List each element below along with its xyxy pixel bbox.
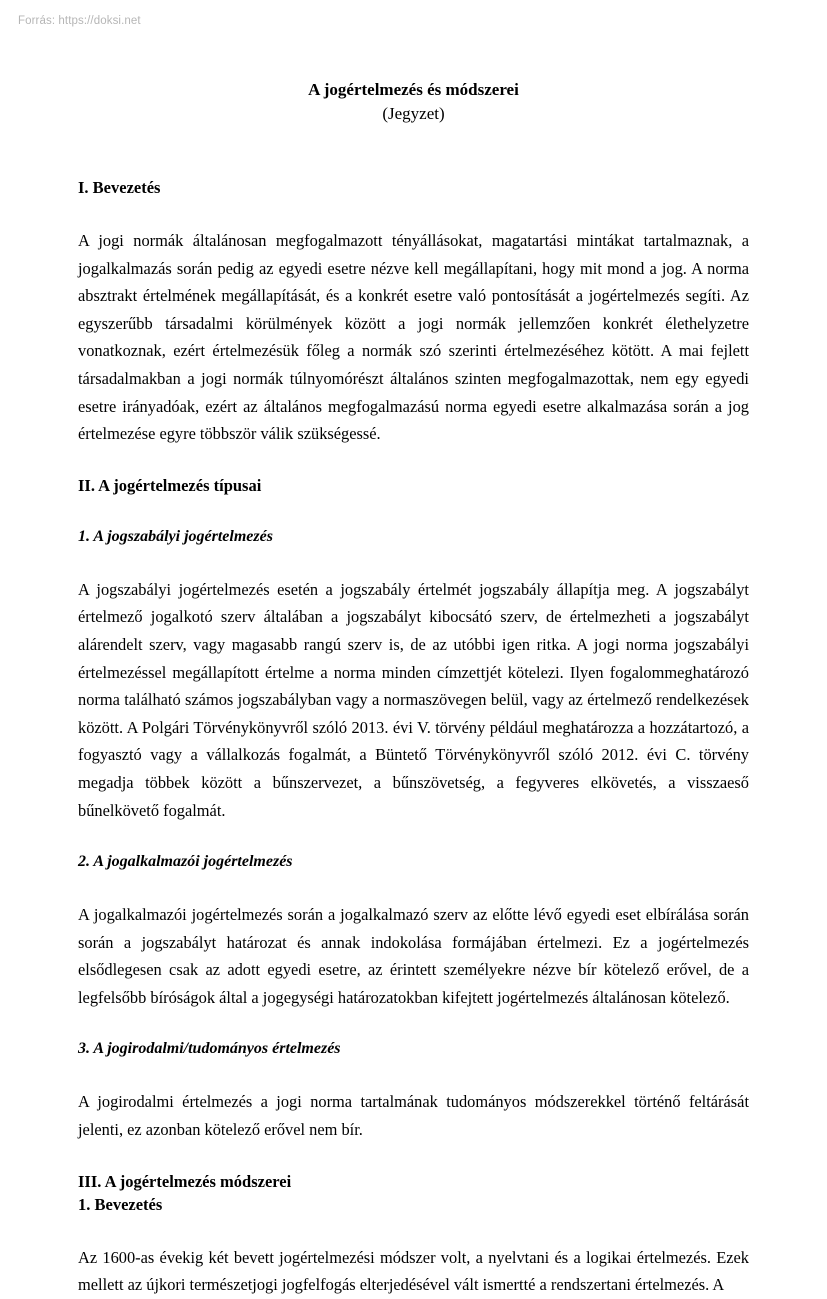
document-body bbox=[78, 78, 749, 1299]
spacer bbox=[78, 824, 749, 850]
spacer bbox=[78, 1060, 749, 1088]
spacer bbox=[78, 873, 749, 901]
subsection-heading-statutory: 1. A jogszabályi jogértelmezés bbox=[78, 527, 273, 545]
paragraph-application: A jogalkalmazói jogértelmezés során a jogalkalmazó szerv az előtte lévő egyedi eset elbírálása során során a jogszabályt határozat és annak indokolása formájában értelmezi. Ez a jogértelmezés elsődlegesen csak az adott egyedi esetre, az érintett személyekre nézve bír kötelező erővel, de a legfelsőbb bíróságok által a jogegységi határozatokban kifejtett jogértelmezés általánosan kötelező. bbox=[78, 905, 749, 1007]
spacer bbox=[78, 497, 749, 525]
subsection-heading-application: 2. A jogalkalmazói jogértelmezés bbox=[78, 853, 293, 871]
document-title: A jogértelmezés és módszerei bbox=[308, 80, 519, 99]
title-spacer bbox=[78, 126, 749, 176]
paragraph-intro: A jogi normák általánosan megfogalmazott tényállásokat, magatartási mintákat tartalmaznak, a jogalkalmazás során pedig az egyedi esetre nézve kell megállapítani, hogy mit mond a jog. A norma absztrakt értelmének megállapítását, és a konkrét esetre való pontosítását a jogértelmezés segíti. Az egyszerűbb társadalmi körülmények között a jogi normák jellemzően konkrét élethelyzetre vonatkoznak, ezért értelmezésük főleg a normák szó szerinti értelmezéséhez kötött. A mai fejlett társadalmakban a jogi normák túlnyomórészt általános szinten megfogalmazottak, nem egy egyedi esetre irányadóak, ezért az általános megfogalmazású norma egyedi esetre alkalmazása során a jog értelmezése egyre többször válik szükségessé. bbox=[78, 231, 749, 444]
paragraph-methods-intro: Az 1600-as évekig két bevett jogértelmezési módszer volt, a nyelvtani és a logikai értelmezés. Ezek mellett az újkori természetjogi jogfelfogás elterjedésével vált ismertté a rendszertani értelmezés. A bbox=[78, 1247, 749, 1295]
spacer bbox=[78, 448, 749, 474]
subsection-heading-scholarly: 3. A jogirodalmi/tudományos értelmezés bbox=[78, 1040, 341, 1058]
spacer bbox=[78, 548, 749, 576]
document-subtitle: (Jegyzet) bbox=[382, 104, 445, 123]
spacer bbox=[78, 1011, 749, 1037]
spacer bbox=[78, 199, 749, 227]
spacer bbox=[78, 1144, 749, 1170]
section-heading-methods: III. A jogértelmezés módszerei bbox=[78, 1171, 292, 1191]
spacer bbox=[78, 1216, 749, 1244]
paragraph-scholarly: A jogirodalmi értelmezés a jogi norma tartalmának tudományos módszerekkel történő feltárását jelenti, ez azonban kötelező erővel nem bír. bbox=[78, 1092, 749, 1140]
source-watermark: Forrás: https://doksi.net bbox=[18, 15, 141, 27]
section-heading-intro: I. Bevezetés bbox=[78, 178, 161, 197]
section-heading-types: II. A jogértelmezés típusai bbox=[78, 475, 262, 495]
paragraph-statutory: A jogszabályi jogértelmezés esetén a jogszabály értelmét jogszabály állapítja meg. A jogszabályt értelmező jogalkotó szerv általában a jogszabályt kibocsátó szerv, de értelmezheti a jogszabályt alárendelt szerv, vagy magasabb rangú szerv is, de az utóbbi igen ritka. A jogi norma jogszabályi értelmezéssel megállapított értelme a norma minden címzettjét kötelezi. Ilyen fogalommeghatározó norma található számos jogszabályban vagy a normaszövegen belül, vagy az értelmező rendelkezések között. A Polgári Törvénykönyvről szóló 2013. évi V. törvény például meghatározza a hozzátartozó, a fogyasztó vagy a vállalkozás fogalmát, a Büntető Törvénykönyvről szóló 2012. évi C. törvény megadja többek között a bűnszervezet, a bűnszövetség, a fegyveres elkövetés, a visszaeső bűnelkövető fogalmát. bbox=[78, 579, 749, 820]
subsection-heading-methods-intro: 1. Bevezetés bbox=[78, 1194, 163, 1214]
